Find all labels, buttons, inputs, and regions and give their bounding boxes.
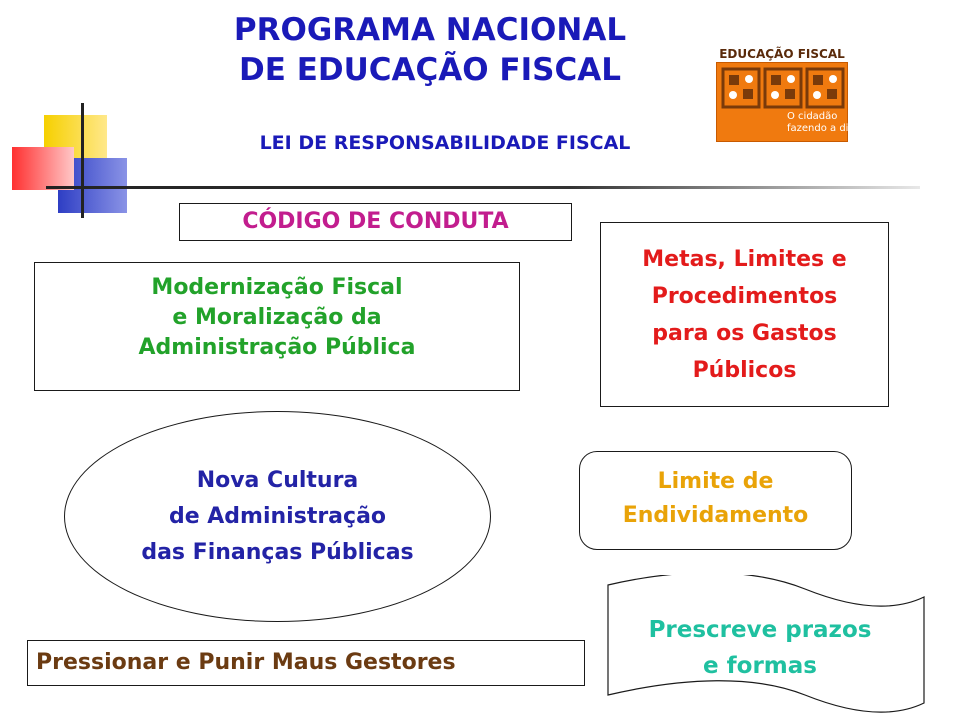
limite-line-2: Endividamento bbox=[622, 503, 809, 528]
metas-line-1: Metas, Limites e bbox=[642, 247, 847, 272]
title-line-2: DE EDUCAÇÃO FISCAL bbox=[239, 52, 621, 88]
decor-red-square bbox=[12, 147, 74, 190]
limite-endividamento-box bbox=[579, 451, 852, 550]
logo-heading: EDUCAÇÃO FISCAL bbox=[719, 47, 845, 61]
metas-line-2: Procedimentos bbox=[651, 284, 838, 309]
logo-tagline-2: fazendo a diferença bbox=[787, 123, 887, 134]
page-subtitle: LEI DE RESPONSABILIDADE FISCAL bbox=[259, 132, 631, 154]
title-line-1: PROGRAMA NACIONAL bbox=[233, 12, 627, 48]
prescreve-line-1: Prescreve prazos bbox=[648, 617, 872, 643]
nova-cultura-line-2: de Administração bbox=[168, 504, 387, 529]
logo-tagline-1: O cidadão bbox=[787, 111, 838, 122]
limite-line-1: Limite de bbox=[657, 469, 774, 494]
metas-line-3: para os Gastos bbox=[652, 321, 837, 346]
nova-cultura-line-3: das Finanças Públicas bbox=[141, 540, 414, 565]
modernizacao-line-1: Modernização Fiscal bbox=[151, 275, 403, 300]
logo-emblem bbox=[716, 62, 887, 142]
codigo-de-conduta-box: CÓDIGO DE CONDUTA bbox=[179, 203, 572, 241]
prescreve-line-2: e formas bbox=[703, 653, 817, 679]
page-title bbox=[170, 10, 690, 90]
prescreve-text bbox=[605, 612, 915, 684]
logo-figures-icon bbox=[721, 67, 845, 109]
educacao-fiscal-logo bbox=[712, 47, 887, 144]
metas-line-4: Públicos bbox=[692, 358, 797, 383]
decor-vertical-line bbox=[81, 103, 84, 218]
logo-tagline bbox=[787, 111, 887, 135]
pressionar-box: Pressionar e Punir Maus Gestores bbox=[27, 640, 585, 686]
nova-cultura-line-1: Nova Cultura bbox=[196, 468, 359, 493]
header-divider bbox=[46, 186, 920, 189]
modernizacao-box bbox=[34, 262, 520, 391]
nova-cultura-text bbox=[64, 463, 491, 571]
metas-box bbox=[600, 222, 889, 407]
modernizacao-line-3: Administração Pública bbox=[138, 335, 416, 360]
modernizacao-line-2: e Moralização da bbox=[172, 305, 382, 330]
